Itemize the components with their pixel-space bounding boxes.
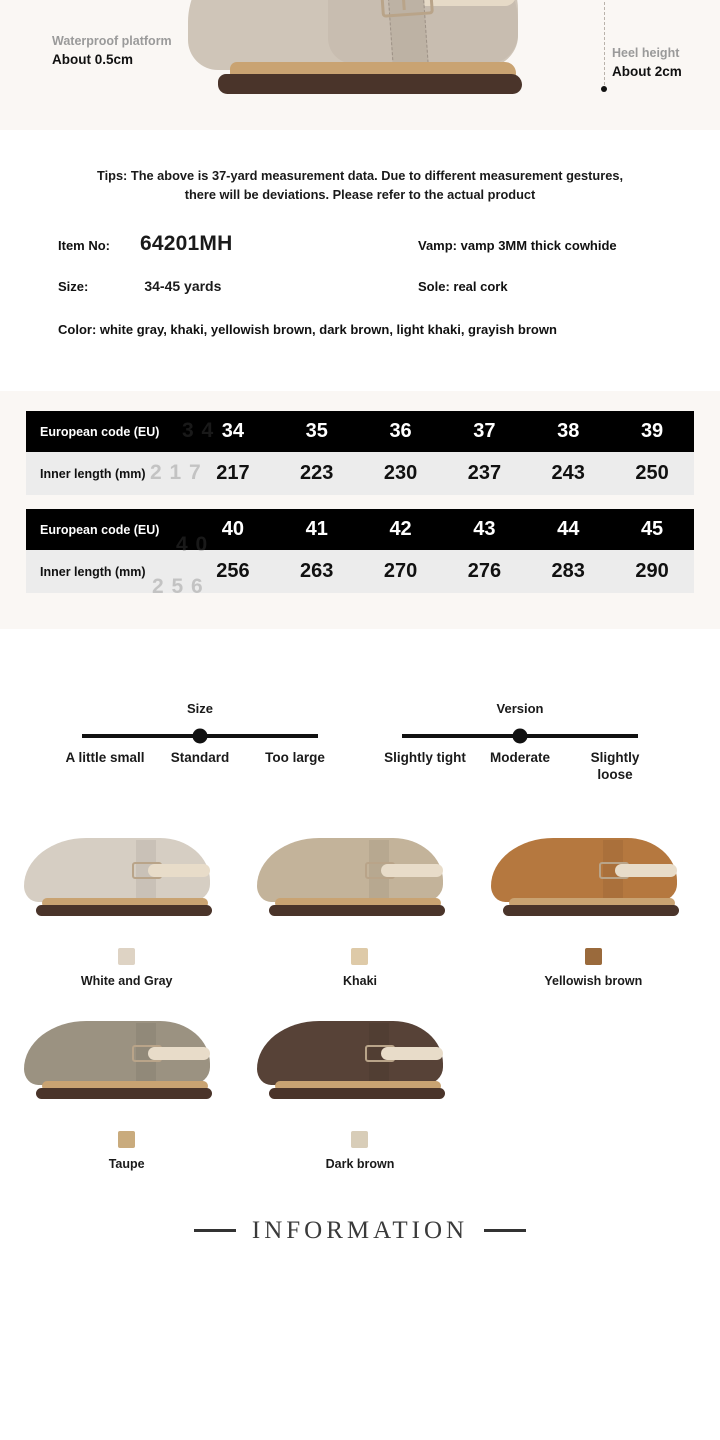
color-photo bbox=[243, 1007, 476, 1115]
item-no-value: 64201MH bbox=[140, 232, 233, 256]
annotation-heel-label: Heel height bbox=[612, 46, 680, 60]
color-option-empty bbox=[477, 1007, 710, 1172]
slider-size-title: Size bbox=[186, 701, 213, 717]
slider-size-label-mid: Standard bbox=[170, 750, 230, 766]
eu-cell: 34 bbox=[191, 411, 275, 452]
size-label: Size: bbox=[58, 279, 89, 295]
color-swatch[interactable] bbox=[118, 1131, 135, 1148]
product-shoe-illustration bbox=[178, 0, 538, 112]
color-name: Dark brown bbox=[325, 1157, 395, 1172]
eu-cell: 45 bbox=[610, 509, 694, 550]
slider-version-track[interactable] bbox=[402, 734, 638, 738]
ghost-text-1: 3 4 bbox=[182, 419, 215, 443]
eu-cell: 35 bbox=[275, 411, 359, 452]
eu-cell: 42 bbox=[359, 509, 443, 550]
slider-version-labels bbox=[382, 750, 658, 784]
mini-shoe-sole bbox=[36, 1088, 212, 1099]
ghost-text-4: 2 5 6 bbox=[152, 575, 204, 599]
mini-shoe-fur bbox=[615, 864, 677, 877]
color-name: Taupe bbox=[108, 1157, 145, 1172]
size-tables bbox=[0, 391, 720, 629]
slider-size-label-high: Too large bbox=[265, 750, 325, 766]
mini-shoe-fur bbox=[381, 864, 443, 877]
inner-length-label-1: Inner length (mm) bbox=[26, 452, 191, 495]
color-name: Yellowish brown bbox=[544, 974, 643, 989]
item-no-label: Item No: bbox=[58, 238, 110, 254]
table-row bbox=[26, 452, 694, 495]
mm-cell: 243 bbox=[526, 452, 610, 495]
color-photo bbox=[10, 1007, 243, 1115]
footer-rule-right bbox=[484, 1229, 526, 1232]
mini-shoe-sole bbox=[36, 905, 212, 916]
table-row bbox=[26, 509, 694, 550]
eu-cell: 43 bbox=[442, 509, 526, 550]
mm-cell: 270 bbox=[359, 550, 443, 593]
hero-product-photo bbox=[0, 0, 720, 130]
slider-version-title: Version bbox=[496, 701, 544, 717]
color-swatch[interactable] bbox=[351, 948, 368, 965]
vamp-value: Vamp: vamp 3MM thick cowhide bbox=[418, 238, 617, 254]
eu-cell: 39 bbox=[610, 411, 694, 452]
size-value: 34-45 yards bbox=[144, 278, 222, 295]
color-option-yellowish-brown[interactable] bbox=[477, 824, 710, 989]
measurement-tips: Tips: The above is 37-yard measurement data. Due to different measurement gestures, there will be deviations. Please refer to the actual product bbox=[96, 168, 624, 203]
mini-shoe-sole bbox=[503, 905, 679, 916]
color-photo bbox=[477, 824, 710, 932]
eu-cell: 44 bbox=[526, 509, 610, 550]
slider-version-knob[interactable] bbox=[513, 729, 528, 744]
annotation-waterproof-value: About 0.5cm bbox=[52, 51, 134, 67]
slider-size bbox=[40, 701, 360, 784]
shoe-buckle-pin bbox=[401, 0, 406, 10]
mm-cell: 290 bbox=[610, 550, 694, 593]
annotation-heel-value: About 2cm bbox=[612, 63, 682, 79]
size-table-1 bbox=[26, 411, 694, 495]
slider-size-label-low: A little small bbox=[65, 750, 145, 766]
slider-version-label-high: Slightly loose bbox=[590, 750, 640, 783]
slider-size-knob[interactable] bbox=[193, 729, 208, 744]
color-swatch[interactable] bbox=[585, 948, 602, 965]
mm-cell: 276 bbox=[442, 550, 526, 593]
mini-shoe-sole bbox=[269, 1088, 445, 1099]
heel-measure-dot bbox=[601, 86, 607, 92]
color-option-white-and-gray[interactable] bbox=[10, 824, 243, 989]
mm-cell: 237 bbox=[442, 452, 526, 495]
color-photo bbox=[10, 824, 243, 932]
spec-list bbox=[0, 232, 720, 294]
footer-title: INFORMATION bbox=[251, 1216, 469, 1244]
mm-cell: 250 bbox=[610, 452, 694, 495]
mm-cell: 230 bbox=[359, 452, 443, 495]
eu-code-label-2: European code (EU) bbox=[26, 509, 191, 550]
sole-value: Sole: real cork bbox=[418, 279, 508, 295]
mini-shoe-fur bbox=[148, 1047, 210, 1060]
color-option-dark-brown[interactable] bbox=[243, 1007, 476, 1172]
slider-version bbox=[360, 701, 680, 784]
mm-cell: 217 bbox=[191, 452, 275, 495]
annotation-heel-height bbox=[612, 46, 720, 81]
color-swatch[interactable] bbox=[351, 1131, 368, 1148]
slider-size-labels bbox=[62, 750, 338, 767]
mm-cell: 283 bbox=[526, 550, 610, 593]
ghost-text-3: 4 0 bbox=[176, 533, 209, 557]
shoe-outsole bbox=[218, 74, 522, 94]
eu-cell: 36 bbox=[359, 411, 443, 452]
slider-size-track[interactable] bbox=[82, 734, 318, 738]
ghost-text-2: 2 1 7 bbox=[150, 461, 202, 485]
eu-cell: 41 bbox=[275, 509, 359, 550]
mm-cell: 263 bbox=[275, 550, 359, 593]
heel-measure-guide bbox=[604, 2, 605, 90]
table-row bbox=[26, 550, 694, 593]
mini-shoe-fur bbox=[381, 1047, 443, 1060]
information-footer bbox=[0, 1217, 720, 1267]
eu-code-label-1: European code (EU) bbox=[26, 411, 191, 452]
color-swatch[interactable] bbox=[118, 948, 135, 965]
footer-rule-left bbox=[194, 1229, 236, 1232]
annotation-waterproof-platform bbox=[52, 34, 172, 69]
mm-cell: 256 bbox=[191, 550, 275, 593]
color-option-khaki[interactable] bbox=[243, 824, 476, 989]
fit-sliders bbox=[0, 701, 720, 784]
mm-cell: 223 bbox=[275, 452, 359, 495]
color-list-text: Color: white gray, khaki, yellowish brown, dark brown, light khaki, grayish brown bbox=[58, 322, 557, 338]
color-name: White and Gray bbox=[80, 974, 173, 989]
size-table-2 bbox=[26, 509, 694, 593]
mini-shoe-sole bbox=[269, 905, 445, 916]
slider-version-label-low: Slightly tight bbox=[384, 750, 466, 766]
mini-shoe-fur bbox=[148, 864, 210, 877]
slider-version-label-mid: Moderate bbox=[489, 750, 550, 766]
color-photo bbox=[243, 824, 476, 932]
color-gallery bbox=[0, 824, 720, 1173]
spec-row-size bbox=[58, 278, 662, 294]
annotation-waterproof-label: Waterproof platform bbox=[52, 34, 172, 48]
eu-cell: 37 bbox=[442, 411, 526, 452]
color-gallery-row-2 bbox=[0, 1007, 720, 1172]
spec-row-item-no bbox=[58, 232, 662, 256]
eu-cell: 38 bbox=[526, 411, 610, 452]
color-option-taupe[interactable] bbox=[10, 1007, 243, 1172]
inner-length-label-2: Inner length (mm) bbox=[26, 550, 191, 593]
color-name: Khaki bbox=[342, 974, 378, 989]
color-gallery-row-1 bbox=[0, 824, 720, 989]
eu-cell: 40 bbox=[191, 509, 275, 550]
table-row bbox=[26, 411, 694, 452]
